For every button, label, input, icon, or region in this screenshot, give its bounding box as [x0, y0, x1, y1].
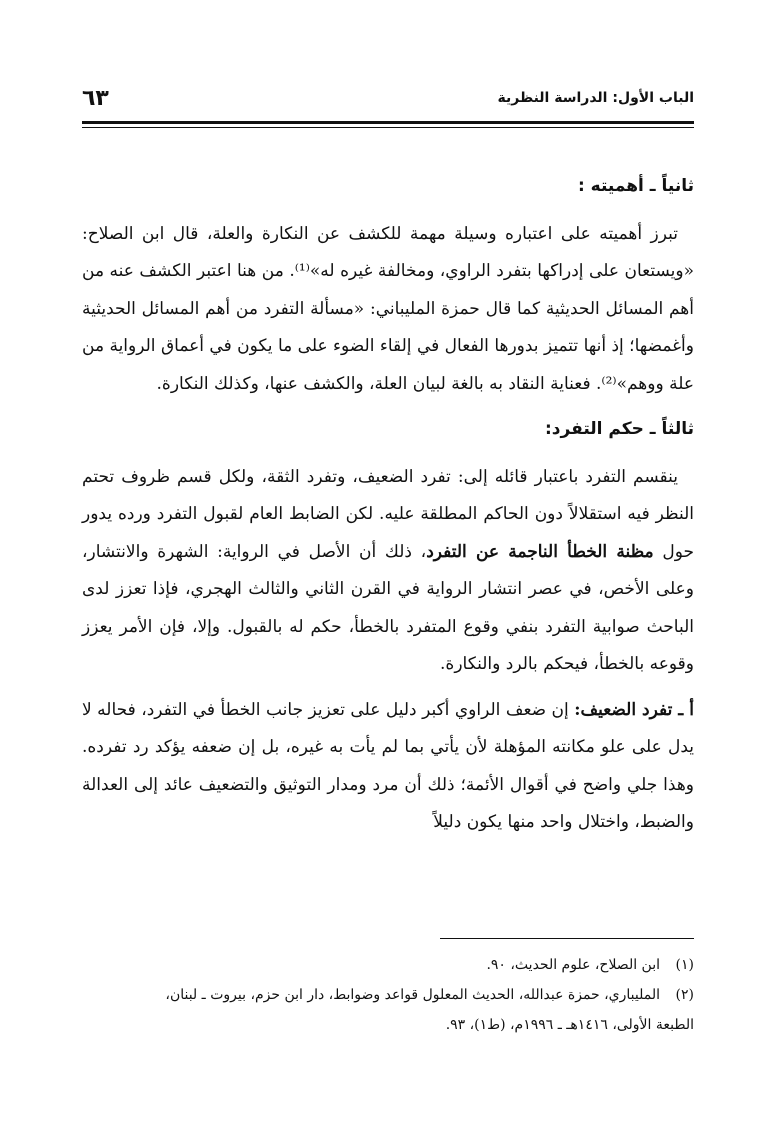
- footnote-2: [82, 980, 694, 1010]
- footnote-text: ابن الصلاح، علوم الحديث، ٩٠.: [486, 957, 660, 973]
- footnote-number: (١): [675, 957, 694, 973]
- footnote-separator: [440, 938, 694, 939]
- page-number: ٦٣: [82, 86, 109, 111]
- header-rule-thick: [82, 121, 694, 124]
- running-header: [82, 88, 694, 118]
- paragraph-ruling-text-a: ينقسم التفرد باعتبار قائله إلى: تفرد الضعيف، وتفرد الثقة، ولكل قسم ظروف تحتم النظر فيه استقلالاً دون الحاكم المطلقة عليه. لكن الضابط العام لقبول التفرد ورده يدور حول: [82, 466, 694, 562]
- body-text: [82, 168, 694, 842]
- header-rule-thin: [82, 127, 694, 128]
- footnote-2-continuation: الطبعة الأولى، ١٤١٦هـ ـ ١٩٩٦م، (ط١)، ٩٣.: [445, 1017, 694, 1033]
- paragraph-ruling: [82, 459, 694, 684]
- section-heading-importance: ثانياً ـ أهميته :: [577, 176, 694, 196]
- footnotes: [82, 950, 694, 1040]
- footnote-text: المليباري، حمزة عبدالله، الحديث المعلول قواعد وضوابط، دار ابن حزم، بيروت ـ لبنان،: [165, 987, 660, 1003]
- chapter-title: الباب الأول: الدراسة النظرية: [497, 90, 694, 106]
- paragraph-ruling-bold: مظنة الخطأ الناجمة عن التفرد: [426, 541, 654, 562]
- paragraph-weak-narrator: [82, 692, 694, 842]
- paragraph-ruling-text-b: ، ذلك أن الأصل في الرواية: الشهرة والانتشار، وعلى الأخص، في عصر انتشار الرواية في القرن الثاني والثالث الهجري، فإذا تعزز لدى الباحث صوابية التفرد بنفي وقوع المتفرد بالخطأ، حكم له بالقبول. وإلا، فإن الأمر يعزز وقوعه بالخطأ، فيحكم بالرد والنكارة.: [82, 541, 694, 674]
- paragraph-weak-narrator-text: إن ضعف الراوي أكبر دليل على تعزيز جانب الخطأ في التفرد، فحاله لا يدل على علو مكانته المؤهلة لأن يأتي بما لم يأت به غيره، بل إن ضعفه يؤكد رد تفرده. وهذا جلي واضح في أقوال الأئمة؛ ذلك أن مرد ومدار التوثيق والتضعيف عائد إلى العدالة والضبط، واختلال واحد منها يكون دليلاً: [82, 699, 694, 832]
- subheading-weak-narrator: أ ـ تفرد الضعيف:: [574, 699, 694, 720]
- paragraph-importance: تبرز أهميته على اعتباره وسيلة مهمة للكشف عن النكارة والعلة، قال ابن الصلاح: «ويستعان على إدراكها بتفرد الراوي، ومخالفة غيره له»⁽¹⁾. من هنا اعتبر الكشف عنه من أهم المسائل الحديثية كما قال حمزة المليباني: «مسألة التفرد من أهم المسائل الحديثية وأغمضها؛ إذ أنها تتميز بدورها الفعال في إلقاء الضوء على ما يكون في أعماق الرواية من علة ووهم»⁽²⁾. فعناية النقاد به بالغة لبيان العلة، والكشف عنها، وكذلك النكارة.: [82, 223, 694, 394]
- section-heading-ruling: ثالثاً ـ حكم التفرد:: [545, 419, 694, 439]
- footnote-1: [82, 950, 694, 980]
- footnote-number: (٢): [675, 987, 694, 1003]
